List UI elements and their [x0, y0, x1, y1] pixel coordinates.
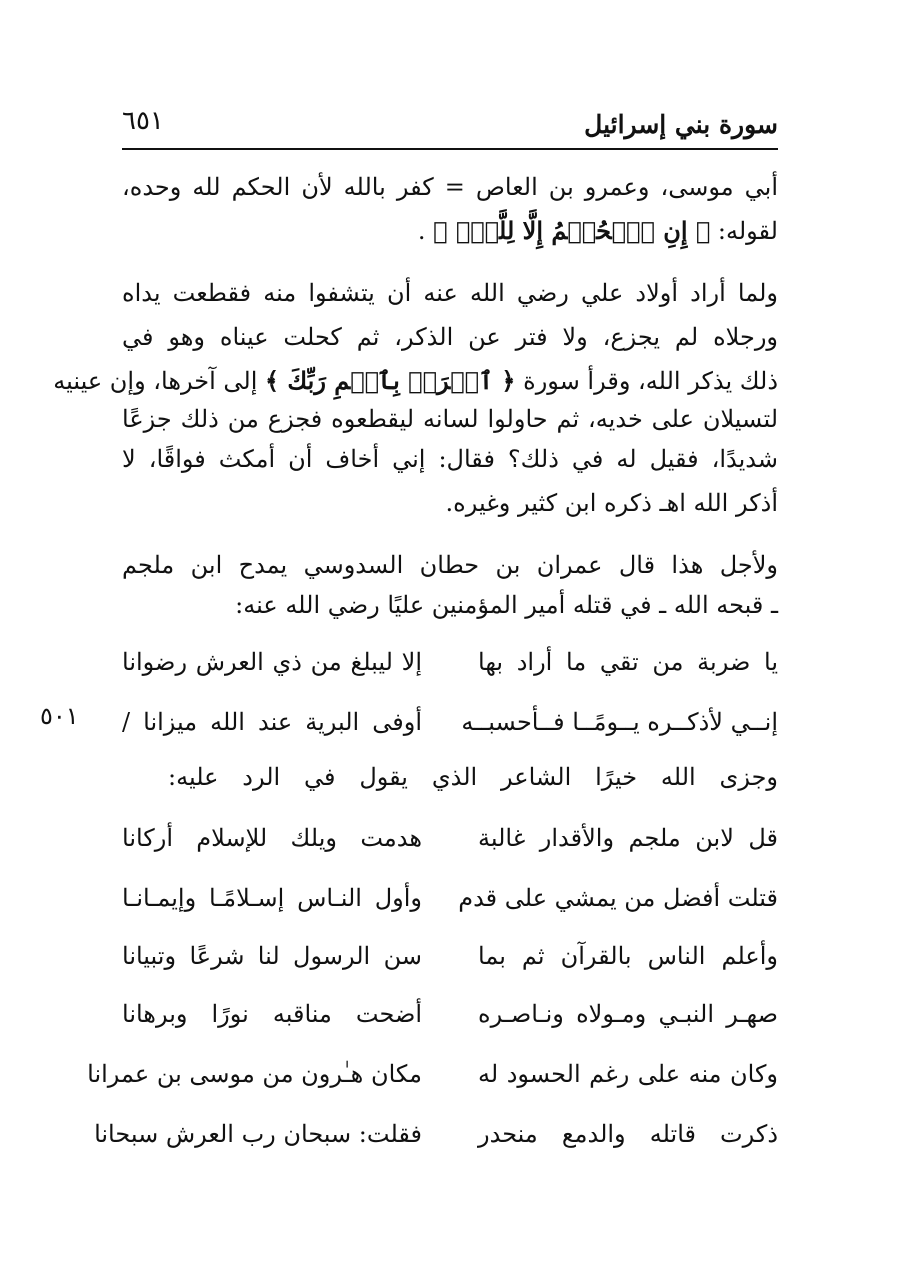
poem-verse — [94, 1114, 778, 1154]
verse-first-hemistich: وكان منه على رغم الحسود له — [478, 1060, 778, 1088]
paragraph-1-line-2 — [122, 212, 778, 250]
surah-title: سورة بني إسرائيل — [584, 110, 778, 139]
poem-verse — [122, 994, 778, 1034]
page-number: ٦٥١ — [122, 106, 164, 136]
poem-verse — [122, 878, 778, 918]
verse-second-hemistich: هدمت ويلك للإسلام أركانا — [122, 824, 422, 852]
poem-verse — [122, 818, 778, 858]
margin-page-number: ٥٠١ — [40, 702, 79, 730]
quran-verse: ﴿ إِنِ ٱلۡحُكۡمُ إِلَّا لِلَّهِۖ ﴾ — [433, 216, 711, 245]
verse-first-hemistich: إنــي لأذكــره يــومًــا فــأحسبــه — [461, 708, 778, 736]
paragraph-2-line-4: لتسيلان على خديه، ثم حاولوا لسانه ليقطعوه فجزع من ذلك جزعًا — [122, 405, 778, 433]
verse-first-hemistich: ذكرت قاتله والدمع منحدر — [478, 1120, 778, 1148]
page-header — [122, 104, 778, 148]
verse-first-hemistich: قتلت أفضل من يمشي على قدم — [458, 884, 778, 912]
header-divider — [122, 148, 778, 150]
paragraph-4-line-1: وجزى الله خيرًا الشاعر الذي يقول في الرد عليه: — [168, 763, 778, 791]
verse-first-hemistich: يا ضربة من تقي ما أراد بها — [478, 648, 778, 676]
poem-verse — [122, 936, 778, 976]
verse-second-hemistich: سن الرسول لنا شرعًا وتبيانا — [122, 942, 422, 970]
quran-verse: ﴿ ٱقۡرَأۡ بِٱسۡمِ رَبِّكَ ﴾ — [265, 366, 516, 395]
paragraph-3-line-2: ـ قبحه الله ـ في قتله أمير المؤمنين عليًا رضي الله عنه: — [235, 591, 778, 619]
paragraph-2-line-3 — [53, 362, 778, 400]
poem-verse — [87, 1054, 778, 1094]
verse-second-hemistich: فقلت: سبحان رب العرش سبحانا — [94, 1120, 422, 1148]
verse-first-hemistich: صهـر النبـي ومـولاه ونـاصـره — [478, 1000, 778, 1028]
text-before-verse: ذلك يذكر الله، وقرأ سورة — [515, 367, 778, 395]
paragraph-2-line-5: شديدًا، فقيل له في ذلك؟ فقال: إني أخاف أن أمكث فواقًا، لا — [122, 445, 778, 473]
poem-verse — [122, 642, 778, 682]
text-after-verse: إلى آخرها، وإن عينيه — [53, 367, 266, 395]
paragraph-2-line-2: ورجلاه لم يجزع، ولا فتر عن الذكر، ثم كحلت عيناه وهو في — [122, 323, 778, 351]
quote-intro: لقوله: — [710, 217, 778, 245]
verse-second-hemistich: أضحت مناقبه نورًا وبرهانا — [122, 1000, 422, 1028]
paragraph-1-line-1: أبي موسى، وعمرو بن العاص = كفر بالله لأن الحكم لله وحده، — [122, 173, 778, 201]
paragraph-3-line-1: ولأجل هذا قال عمران بن حطان السدوسي يمدح ابن ملجم — [122, 551, 778, 579]
verse-second-hemistich: إلا ليبلغ من ذي العرش رضوانا — [122, 648, 422, 676]
paragraph-2-line-6: أذكر الله اهـ ذكره ابن كثير وغيره. — [445, 489, 778, 517]
quote-end: . — [417, 217, 434, 245]
paragraph-2-line-1: ولما أراد أولاد علي رضي الله عنه أن يتشفوا منه فقطعت يداه — [122, 279, 778, 307]
verse-second-hemistich: مكان هـٰرون من موسى بن عمرانا — [87, 1060, 422, 1088]
verse-first-hemistich: قل لابن ملجم والأقدار غالبة — [478, 824, 778, 852]
verse-first-hemistich: وأعلم الناس بالقرآن ثم بما — [478, 942, 778, 970]
poem-verse — [122, 702, 778, 742]
verse-second-hemistich: وأول النـاس إسـلامًـا وإيمـانـا — [122, 884, 422, 912]
verse-second-hemistich: أوفى البرية عند الله ميزانا / — [122, 708, 422, 736]
